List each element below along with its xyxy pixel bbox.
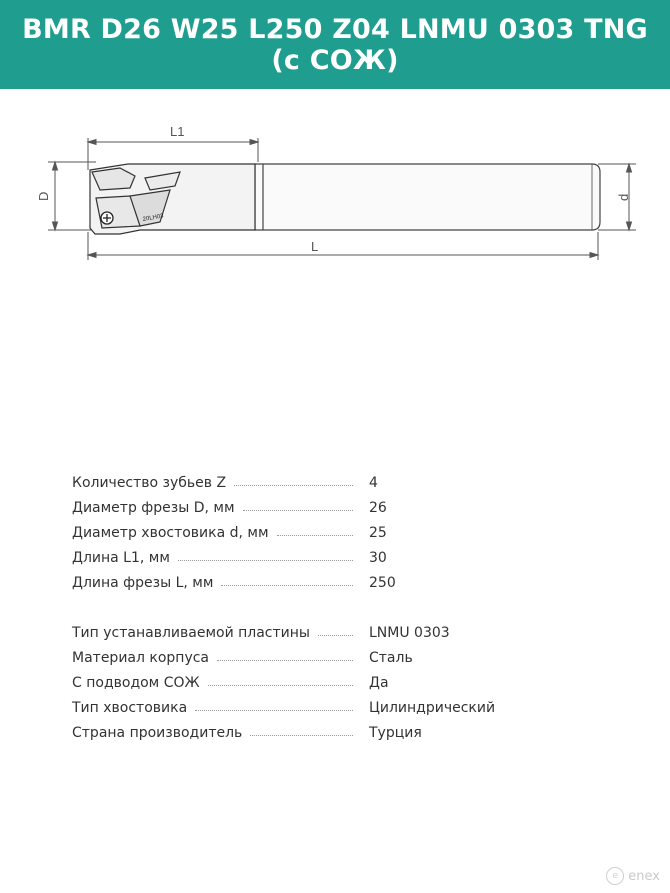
leader-dots	[318, 635, 353, 636]
spec-value: 26	[369, 500, 387, 516]
leader-dots	[234, 485, 353, 486]
spec-label: Тип устанавливаемой пластины	[72, 625, 310, 641]
watermark-text: enex	[628, 868, 660, 884]
spec-row-insert-type	[72, 616, 542, 641]
spec-value: Цилиндрический	[369, 700, 496, 716]
spec-value: 250	[369, 575, 396, 591]
dim-label-L1: L1	[170, 124, 185, 139]
spec-label: Диаметр фрезы D, мм	[72, 500, 235, 516]
spec-label: Количество зубьев Z	[72, 475, 227, 491]
spec-table	[72, 466, 542, 741]
spec-row-body-material	[72, 641, 542, 666]
technical-drawing	[0, 100, 670, 280]
insert-mark: 20LH03	[142, 213, 165, 223]
spec-value: Сталь	[369, 650, 413, 666]
spec-label: Материал корпуса	[72, 650, 210, 666]
spec-value: Да	[369, 675, 389, 691]
leader-dots	[195, 710, 353, 711]
spec-row-cutter-diameter	[72, 491, 542, 516]
leader-dots	[277, 535, 353, 536]
dim-label-D: D	[36, 191, 51, 201]
watermark	[606, 867, 660, 885]
spec-row-length-l	[72, 566, 542, 591]
spec-label: Диаметр хвостовика d, мм	[72, 525, 269, 541]
spec-label: Тип хвостовика	[72, 700, 188, 716]
spec-row-coolant	[72, 666, 542, 691]
dim-label-L: L	[311, 239, 319, 254]
spec-value: Турция	[369, 725, 422, 741]
leader-dots	[250, 735, 353, 736]
spec-group-properties	[72, 616, 542, 741]
page-title: BMR D26 W25 L250 Z04 LNMU 0303 TNG (с СОЖ)	[22, 13, 648, 76]
spec-value: 30	[369, 550, 387, 566]
spec-row-country	[72, 716, 542, 741]
spec-value: LNMU 0303	[369, 625, 450, 641]
spec-row-length-l1	[72, 541, 542, 566]
spec-label: С подводом СОЖ	[72, 675, 200, 691]
dim-label-d: d	[616, 193, 631, 201]
logo-icon: e	[606, 867, 624, 885]
spec-label: Страна производитель	[72, 725, 243, 741]
leader-dots	[178, 560, 353, 561]
leader-dots	[221, 585, 353, 586]
spec-value: 4	[369, 475, 378, 491]
leader-dots	[208, 685, 353, 686]
spec-label: Длина L1, мм	[72, 550, 170, 566]
spec-label: Длина фрезы L, мм	[72, 575, 214, 591]
spec-row-teeth	[72, 466, 542, 491]
spec-row-shank-type	[72, 691, 542, 716]
header-banner	[0, 0, 670, 89]
leader-dots	[243, 510, 353, 511]
leader-dots	[217, 660, 353, 661]
spec-value: 25	[369, 525, 387, 541]
spec-group-dimensions	[72, 466, 542, 591]
spec-row-shank-diameter	[72, 516, 542, 541]
